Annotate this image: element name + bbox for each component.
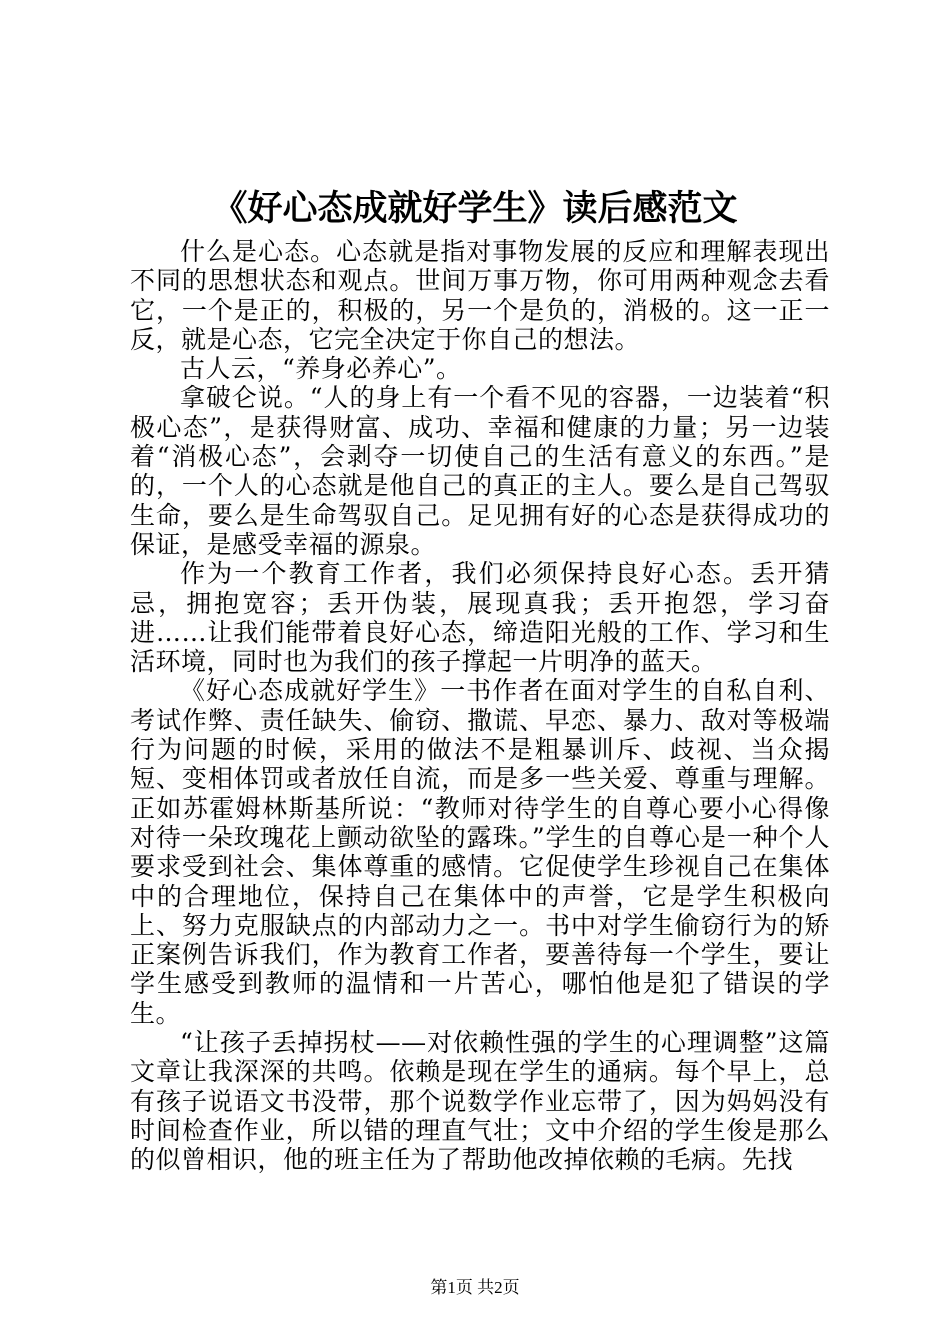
paragraph: 什么是心态。心态就是指对事物发展的反应和理解表现出不同的思想状态和观点。世间万事万物，你可用两种观念去看它，一个是正的，积极的，另一个是负的，消极的。这一正一反，就是心态，它完全决定于你自己的想法。: [130, 237, 830, 354]
paragraph: 古人云，“养身必养心”。: [180, 354, 462, 384]
paragraph: 作为一个教育工作者，我们必须保持良好心态。丢开猜忌，拥抱宽容；丢开伪装，展现真我；丢开抱怨，学习奋进……让我们能带着良好心态，缔造阳光般的工作、学习和生活环境，同时也为我们的孩子撑起一片明净的蓝天。: [130, 559, 830, 677]
paragraph: 拿破仑说。“人的身上有一个看不见的容器，一边装着“积极心态”，是获得财富、成功、幸福和健康的力量；另一边装着“消极心态”，会剥夺一切使自己的生活有意义的东西。”是的，一个人的心态就是他自己的真正的主人。要么是自己驾驭生命，要么是生命驾驭自己。足见拥有好的心态是获得成功的保证，是感受幸福的源泉。: [130, 383, 830, 559]
page-footer: 第1页 共2页: [430, 1278, 520, 1297]
paragraph: 《好心态成就好学生》一书作者在面对学生的自私自利、考试作弊、责任缺失、偷窃、撒谎、早恋、暴力、敌对等极端行为问题的时候，采用的做法不是粗暴训斥、歧视、当众揭短、变相体罚或者放任自流，而是多一些关爱、尊重与理解。正如苏霍姆林斯基所说：“教师对待学生的自尊心要小心得像对待一朵玫瑰花上颤动欲坠的露珠。”学生的自尊心是一种个人要求受到社会、集体尊重的感情。它促使学生珍视自己在集体中的合理地位，保持自己在集体中的声誉，它是学生积极向上、努力克服缺点的内部动力之一。书中对学生偷窃行为的矫正案例告诉我们，作为教育工作者，要善待每一个学生，要让学生感受到教师的温情和一片苦心，哪怕他是犯了错误的学生。: [130, 676, 830, 1028]
document-body: [130, 237, 830, 1175]
document-title: 《好心态成就好学生》读后感范文: [212, 188, 738, 229]
paragraph: “让孩子丢掉拐杖——对依赖性强的学生的心理调整”这篇文章让我深深的共鸣。依赖是现在学生的通病。每个早上，总有孩子说语文书没带，那个说数学作业忘带了，因为妈妈没有时间检查作业，所以错的理直气壮；文中介绍的学生俊是那么的似曾相识，他的班主任为了帮助他改掉依赖的毛病。先找: [130, 1028, 830, 1175]
